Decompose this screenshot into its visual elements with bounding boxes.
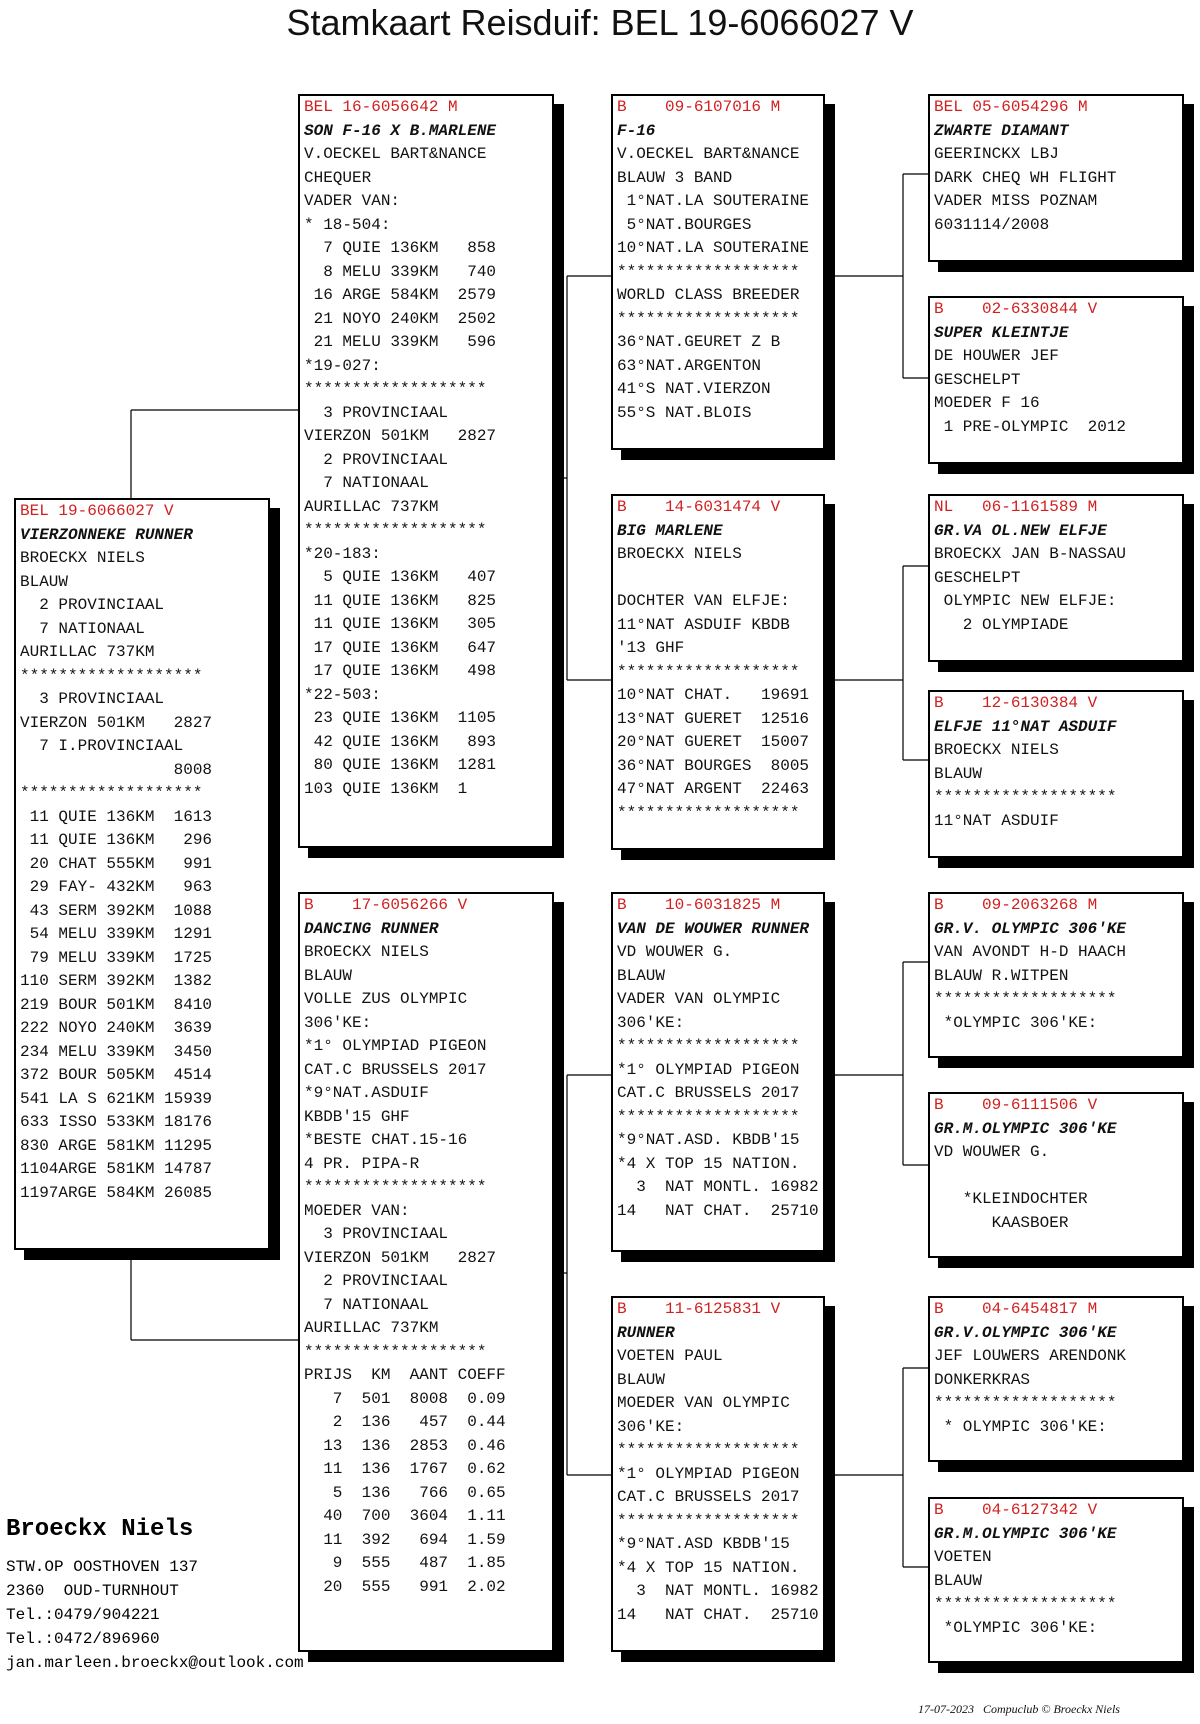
pigeon-card-fm-mother xyxy=(928,690,1184,858)
ring-number: B 11-6125831 V xyxy=(617,1300,781,1318)
card-line: *KLEINDOCHTER xyxy=(934,1190,1088,1208)
card-line: 11 QUIE 136KM 1613 xyxy=(20,807,213,826)
card-line: 11 136 1767 0.62 xyxy=(304,1460,506,1478)
pigeon-name: SUPER KLEINTJE xyxy=(934,323,1069,342)
card-line: 20 555 991 2.02 xyxy=(304,1577,506,1596)
card-line: 16 ARGE 584KM 2579 xyxy=(304,286,497,304)
card-line: VADER VAN OLYMPIC xyxy=(617,990,781,1008)
card-line: BROECKX NIELS xyxy=(20,549,145,567)
pigeon-name: VIERZONNEKE RUNNER xyxy=(20,525,193,544)
card-line: 7 501 8008 0.09 xyxy=(304,1389,506,1408)
card-line: VD WOUWER G. xyxy=(617,943,733,961)
card-line: 5 136 766 0.65 xyxy=(304,1483,506,1502)
card-line: VIERZON 501KM 2827 xyxy=(304,427,497,445)
pigeon-card-mf-father xyxy=(928,892,1184,1058)
card-line: *9°NAT.ASD KBDB'15 xyxy=(617,1535,790,1553)
card-line: 20 CHAT 555KM 991 xyxy=(20,854,213,873)
card-line: 6031114/2008 xyxy=(934,215,1050,234)
pigeon-card-subject xyxy=(14,498,270,1250)
card-line: 1°NAT.LA SOUTERAINE xyxy=(617,192,810,210)
card-line: MOEDER VAN: xyxy=(304,1201,410,1220)
card-line: 1 PRE-OLYMPIC 2012 xyxy=(934,417,1127,436)
card-line: AURILLAC 737KM xyxy=(20,643,155,661)
card-line: 2 PROVINCIAAL xyxy=(304,1272,449,1290)
pigeon-name: GR.M.OLYMPIC 306'KE xyxy=(934,1524,1117,1543)
card-line: 11°NAT ASDUIF xyxy=(934,811,1059,830)
card-line: 13°NAT GUERET 12516 xyxy=(617,709,810,728)
card-line: 306'KE: xyxy=(617,1013,685,1032)
card-line: AURILLAC 737KM xyxy=(304,497,439,516)
card-line: *9°NAT.ASD. KBDB'15 xyxy=(617,1131,800,1149)
ring-number: BEL 05-6054296 M xyxy=(934,98,1088,116)
pigeon-name: F-16 xyxy=(617,121,656,140)
card-line: 1197ARGE 584KM 26085 xyxy=(20,1183,213,1202)
card-line: JEF LOUWERS ARENDONK xyxy=(934,1347,1127,1365)
card-line: WORLD CLASS BREEDER xyxy=(617,286,800,304)
card-line: *1° OLYMPIAD PIGEON xyxy=(304,1037,487,1055)
card-line: 36°NAT BOURGES 8005 xyxy=(617,756,810,775)
card-line: BROECKX NIELS xyxy=(304,943,429,961)
card-line: DOCHTER VAN ELFJE: xyxy=(617,592,790,610)
card-line: 2 OLYMPIADE xyxy=(934,615,1069,634)
card-line: AURILLAC 737KM xyxy=(304,1319,439,1337)
card-line: 63°NAT.ARGENTON xyxy=(617,356,762,375)
card-line: 830 ARGE 581KM 11295 xyxy=(20,1136,213,1155)
card-line: GEERINCKX LBJ xyxy=(934,145,1059,163)
ring-number: B 10-6031825 M xyxy=(617,896,781,914)
card-line: 42 QUIE 136KM 893 xyxy=(304,732,497,751)
ring-number: B 14-6031474 V xyxy=(617,498,781,516)
card-line: 3 NAT MONTL. 16982 xyxy=(617,1178,819,1196)
card-line: *22-503: xyxy=(304,685,381,704)
pigeon-name: GR.V. OLYMPIC 306'KE xyxy=(934,919,1127,938)
card-line: 7 NATIONAAL xyxy=(304,1295,429,1314)
card-line: *4 X TOP 15 NATION. xyxy=(617,1558,800,1577)
card-line: *1° OLYMPIAD PIGEON xyxy=(617,1464,800,1483)
pigeon-card-mother xyxy=(298,892,554,1652)
card-line: ******************* xyxy=(20,784,203,802)
card-line: BLAUW R.WITPEN xyxy=(934,966,1069,985)
pigeon-card-fm-father xyxy=(928,494,1184,662)
card-line: 2 PROVINCIAAL xyxy=(20,596,165,614)
card-line: GESCHELPT xyxy=(934,370,1021,389)
card-line: CAT.C BRUSSELS 2017 xyxy=(617,1084,800,1102)
card-line: 7 I.PROVINCIAAL xyxy=(20,737,184,755)
pigeon-card-mother-father xyxy=(611,892,825,1252)
card-line: KBDB'15 GHF xyxy=(304,1107,410,1126)
card-line: 17 QUIE 136KM 498 xyxy=(304,662,497,680)
card-line: 103 QUIE 136KM 1 xyxy=(304,779,468,798)
card-line: 110 SERM 392KM 1382 xyxy=(20,972,213,990)
card-line: *OLYMPIC 306'KE: xyxy=(934,1618,1098,1637)
card-line: ******************* xyxy=(304,521,487,539)
ring-number: B 02-6330844 V xyxy=(934,300,1098,318)
card-line: 7 QUIE 136KM 858 xyxy=(304,239,497,257)
card-line: ******************* xyxy=(304,1342,487,1361)
pigeon-name: ZWARTE DIAMANT xyxy=(934,121,1069,140)
card-line: 13 136 2853 0.46 xyxy=(304,1436,506,1455)
owner-city: 2360 OUD-TURNHOUT xyxy=(6,1582,179,1600)
card-line: PRIJS KM AANT COEFF xyxy=(304,1366,506,1384)
card-line: 23 QUIE 136KM 1105 xyxy=(304,709,497,727)
card-line: *BESTE CHAT.15-16 xyxy=(304,1131,468,1149)
card-line: ******************* xyxy=(617,1107,800,1126)
card-line: BROECKX NIELS xyxy=(934,741,1059,759)
card-line: 541 LA S 621KM 15939 xyxy=(20,1089,213,1108)
card-line: 11 392 694 1.59 xyxy=(304,1530,506,1549)
card-line: CAT.C BRUSSELS 2017 xyxy=(617,1488,800,1506)
card-line: VIERZON 501KM 2827 xyxy=(304,1248,497,1267)
card-line: BLAUW xyxy=(934,1571,983,1590)
card-line: *OLYMPIC 306'KE: xyxy=(934,1013,1098,1032)
ring-number: B 09-2063268 M xyxy=(934,896,1098,914)
card-line: DONKERKRAS xyxy=(934,1370,1031,1389)
card-line: 4 PR. PIPA-R xyxy=(304,1154,420,1173)
pigeon-card-father-mother xyxy=(611,494,825,850)
ring-number: BEL 19-6066027 V xyxy=(20,502,174,520)
ring-number: B 09-6111506 V xyxy=(934,1096,1098,1114)
card-line xyxy=(934,1165,1178,1189)
card-line: 54 MELU 339KM 1291 xyxy=(20,925,213,943)
card-line: DARK CHEQ WH FLIGHT xyxy=(934,168,1117,187)
pigeon-card-mf-mother xyxy=(928,1092,1184,1258)
card-line: 7 NATIONAAL xyxy=(304,474,429,492)
card-line: 10°NAT CHAT. 19691 xyxy=(617,686,810,704)
card-line: ******************* xyxy=(617,1441,800,1459)
card-line: ******************* xyxy=(617,1511,800,1530)
card-line: * 18-504: xyxy=(304,215,391,234)
card-line: ******************* xyxy=(934,990,1117,1008)
card-line: ******************* xyxy=(934,788,1117,806)
card-line: 3 NAT MONTL. 16982 xyxy=(617,1582,819,1600)
card-line: V.OECKEL BART&NANCE xyxy=(304,145,487,163)
card-line: BLAUW xyxy=(20,572,69,591)
card-line: BROECKX NIELS xyxy=(617,545,742,563)
card-line: ******************* xyxy=(934,1394,1117,1412)
card-line: '13 GHF xyxy=(617,639,685,657)
card-line: DE HOUWER JEF xyxy=(934,347,1059,365)
card-line: 633 ISSO 533KM 18176 xyxy=(20,1113,213,1131)
card-line: 29 FAY- 432KM 963 xyxy=(20,878,213,896)
card-line: 14 NAT CHAT. 25710 xyxy=(617,1605,819,1624)
card-line: 3 PROVINCIAAL xyxy=(304,403,449,422)
card-line: 8 MELU 339KM 740 xyxy=(304,262,497,281)
card-line: 2 PROVINCIAAL xyxy=(304,450,449,469)
card-line: 372 BOUR 505KM 4514 xyxy=(20,1066,213,1084)
card-line: ******************* xyxy=(617,803,800,822)
card-line: VADER MISS POZNAM xyxy=(934,192,1098,210)
card-line: 41°S NAT.VIERZON xyxy=(617,380,771,398)
ring-number: B 09-6107016 M xyxy=(617,98,781,116)
card-line: 21 NOYO 240KM 2502 xyxy=(304,309,497,328)
card-line: 219 BOUR 501KM 8410 xyxy=(20,995,213,1014)
card-line: OLYMPIC NEW ELFJE: xyxy=(934,592,1117,610)
card-line: KAASBOER xyxy=(934,1213,1069,1232)
card-line: BLAUW xyxy=(617,966,666,985)
footer-credit: 17-07-2023 Compuclub © Broeckx Niels xyxy=(918,1702,1120,1716)
card-line: *1° OLYMPIAD PIGEON xyxy=(617,1060,800,1079)
card-line: *4 X TOP 15 NATION. xyxy=(617,1154,800,1173)
card-line: CHEQUER xyxy=(304,168,372,187)
card-line: 7 NATIONAAL xyxy=(20,619,145,638)
card-line: 234 MELU 339KM 3450 xyxy=(20,1042,213,1061)
card-line: BLAUW xyxy=(617,1370,666,1389)
card-line: VD WOUWER G. xyxy=(934,1143,1050,1161)
card-line: ******************* xyxy=(617,309,800,328)
ring-number: NL 06-1161589 M xyxy=(934,498,1098,516)
pigeon-name: GR.VA OL.NEW ELFJE xyxy=(934,521,1107,540)
card-line: 3 PROVINCIAAL xyxy=(20,690,165,708)
card-line: ******************* xyxy=(617,262,800,281)
card-line: ******************* xyxy=(20,666,203,685)
card-line: ******************* xyxy=(617,1037,800,1055)
card-line: MOEDER F 16 xyxy=(934,394,1040,412)
card-line: VIERZON 501KM 2827 xyxy=(20,713,213,732)
card-line: 79 MELU 339KM 1725 xyxy=(20,948,213,967)
pigeon-name: GR.V.OLYMPIC 306'KE xyxy=(934,1323,1117,1342)
card-line: 14 NAT CHAT. 25710 xyxy=(617,1201,819,1220)
card-line: ******************* xyxy=(304,1178,487,1196)
pigeon-name: ELFJE 11°NAT ASDUIF xyxy=(934,717,1117,736)
card-line: V.OECKEL BART&NANCE xyxy=(617,145,800,163)
card-line: 306'KE: xyxy=(617,1417,685,1436)
card-line: BLAUW 3 BAND xyxy=(617,168,733,187)
card-line: ******************* xyxy=(617,662,800,681)
card-line: 3 PROVINCIAAL xyxy=(304,1225,449,1243)
card-line: 11 QUIE 136KM 305 xyxy=(304,615,497,633)
ring-number: BEL 16-6056642 M xyxy=(304,98,458,116)
pigeon-name: DANCING RUNNER xyxy=(304,919,439,938)
card-line: VADER VAN: xyxy=(304,192,401,210)
card-line: 47°NAT ARGENT 22463 xyxy=(617,780,810,798)
card-line: 80 QUIE 136KM 1281 xyxy=(304,756,497,774)
card-line: VOETEN PAUL xyxy=(617,1347,723,1365)
card-line: 9 555 487 1.85 xyxy=(304,1554,506,1572)
card-line: BROECKX JAN B-NASSAU xyxy=(934,545,1127,563)
card-line: BLAUW xyxy=(934,764,983,783)
pigeon-name: GR.M.OLYMPIC 306'KE xyxy=(934,1119,1117,1138)
card-line: 2 136 457 0.44 xyxy=(304,1413,506,1431)
page-title: Stamkaart Reisduif: BEL 19-6066027 V xyxy=(286,2,914,43)
card-line: 43 SERM 392KM 1088 xyxy=(20,901,213,920)
owner-name: Broeckx Niels xyxy=(6,1516,194,1543)
card-line: *9°NAT.ASDUIF xyxy=(304,1084,429,1102)
card-line: 21 MELU 339KM 596 xyxy=(304,333,497,351)
pigeon-card-father-father xyxy=(611,94,825,450)
card-line: 20°NAT GUERET 15007 xyxy=(617,733,810,751)
card-line: *19-027: xyxy=(304,356,381,375)
card-line: 36°NAT.GEURET Z B xyxy=(617,333,781,351)
card-line: *20-183: xyxy=(304,544,381,563)
owner-phone-2: Tel.:0472/896960 xyxy=(6,1630,160,1648)
card-line: 5 QUIE 136KM 407 xyxy=(304,568,497,586)
card-line: 55°S NAT.BLOIS xyxy=(617,403,752,422)
ring-number: B 04-6127342 V xyxy=(934,1501,1098,1519)
card-line: BLAUW xyxy=(304,966,353,985)
ring-number: B 12-6130384 V xyxy=(934,694,1098,712)
card-line: 40 700 3604 1.11 xyxy=(304,1507,506,1525)
card-line: 306'KE: xyxy=(304,1013,372,1032)
pigeon-card-mother-mother xyxy=(611,1296,825,1652)
pigeon-name: RUNNER xyxy=(617,1323,675,1342)
card-line xyxy=(617,567,819,591)
pigeon-card-ff-father xyxy=(928,94,1184,262)
card-line: 11 QUIE 136KM 825 xyxy=(304,591,497,610)
card-line: ******************* xyxy=(934,1595,1117,1613)
card-line: 11°NAT ASDUIF KBDB xyxy=(617,615,790,634)
card-line: CAT.C BRUSSELS 2017 xyxy=(304,1060,487,1079)
card-line: 222 NOYO 240KM 3639 xyxy=(20,1019,213,1037)
card-line: 17 QUIE 136KM 647 xyxy=(304,638,497,657)
card-line: 1104ARGE 581KM 14787 xyxy=(20,1160,213,1178)
pigeon-name: SON F-16 X B.MARLENE xyxy=(304,121,497,140)
card-line: 5°NAT.BOURGES xyxy=(617,215,752,234)
card-line: 8008 xyxy=(20,760,213,779)
card-line: 10°NAT.LA SOUTERAINE xyxy=(617,239,810,257)
pigeon-card-mm-father xyxy=(928,1296,1184,1462)
card-line: VAN AVONDT H-D HAACH xyxy=(934,943,1127,961)
card-line: 11 QUIE 136KM 296 xyxy=(20,831,213,849)
ring-number: B 04-6454817 M xyxy=(934,1300,1098,1318)
pigeon-name: VAN DE WOUWER RUNNER xyxy=(617,919,810,938)
owner-phone-1: Tel.:0479/904221 xyxy=(6,1606,160,1624)
card-line: VOETEN xyxy=(934,1548,992,1566)
card-line: VOLLE ZUS OLYMPIC xyxy=(304,990,468,1008)
card-line: GESCHELPT xyxy=(934,568,1021,587)
card-line: ******************* xyxy=(304,380,487,398)
owner-address: STW.OP OOSTHOVEN 137 xyxy=(6,1558,199,1576)
pigeon-card-father xyxy=(298,94,554,848)
pigeon-card-mm-mother xyxy=(928,1497,1184,1663)
ring-number: B 17-6056266 V xyxy=(304,896,468,914)
pigeon-name: BIG MARLENE xyxy=(617,521,723,540)
pigeon-card-ff-mother xyxy=(928,296,1184,464)
owner-email[interactable]: jan.marleen.broeckx@outlook.com xyxy=(6,1654,304,1672)
card-line: * OLYMPIC 306'KE: xyxy=(934,1417,1107,1436)
card-line: MOEDER VAN OLYMPIC xyxy=(617,1394,790,1412)
